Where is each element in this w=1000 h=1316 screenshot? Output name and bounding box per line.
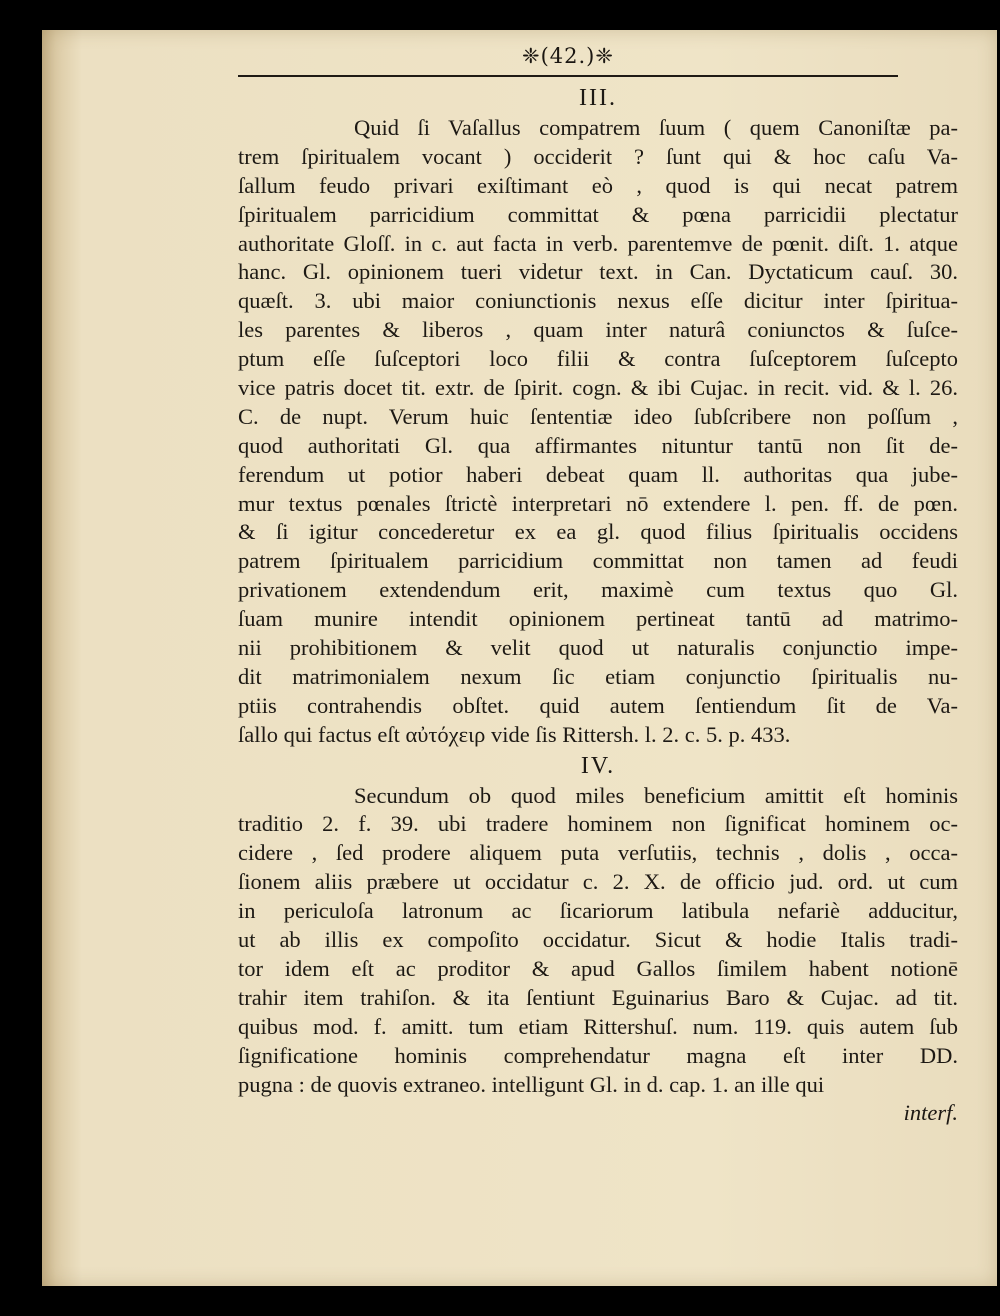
section-heading-iv: IV. [580,752,616,779]
text-line: patrem ſpiritualem parricidium committat non tamen ad feudi [238,548,958,574]
text-line: Quid ſi Vaſallus compatrem ſuum ( quem Canoniſtæ pa- [354,115,958,140]
text-line: & ſi igitur concederetur ex ea gl. quod filius ſpiritualis occidens [238,519,958,545]
text-line: ſignificatione hominis comprehendatur magna eſt inter DD. [238,1042,958,1068]
text-line: in periculoſa latronum ac ſicariorum latibula nefariè adducitur, [238,898,958,924]
text-line: cidere , ſed prodere aliquem puta verſutiis, technis , dolis , occa- [238,840,958,866]
text-line: ferendum ut potior haberi debeat quam ll. authoritas qua jube- [238,461,958,487]
page-header [238,42,898,78]
text-line: vice patris docet tit. extr. de ſpirit. cogn. & ibi Cujac. in recit. vid. & l. 26. [238,375,958,401]
section-iv-text [238,782,958,1100]
text-line: trahir item trahiſon. & ita ſentiunt Eguinarius Baro & Cujac. ad tit. [238,984,958,1010]
text-line: authoritate Gloſſ. in c. aut facta in verb. parentemve de pœnit. diſt. 1. atque [238,230,958,256]
text-line: ſallo qui factus eſt αὐτόχειρ vide ſis Rittersh. l. 2. c. 5. p. 433. [238,721,791,747]
text-line: ut ab illis ex compoſito occidatur. Sicut & hodie Italis tradi- [238,927,958,953]
text-line: ſuam munire intendit opinionem pertineat tantū ad matrimo- [238,606,958,632]
text-line: dit matrimonialem nexum ſic etiam conjunctio ſpiritualis nu- [238,663,958,689]
text-line: pugna : de quovis extraneo. intelligunt Gl. in d. cap. 1. an ille qui [238,1071,825,1097]
text-line: ſpiritualem parricidium committat & pœna parricidii plectatur [238,201,958,227]
text-line: nii prohibitionem & velit quod ut naturalis conjunctio impe- [238,635,958,661]
section-heading-iii: III. [579,85,617,111]
text-line: traditio 2. f. 39. ubi tradere hominem non ſignificat hominem oc- [238,811,958,837]
section-iii-text [238,114,958,750]
text-line: tor idem eſt ac proditor & apud Gallos ſimilem habent notionē [238,955,958,981]
text-line: ſallum feudo privari exiſtimant eò , quod is qui necat patrem [238,172,958,198]
catchword: interf. [903,1100,958,1126]
text-line: hanc. Gl. opinionem tueri videtur text. in Can. Dyctaticum cauſ. 30. [238,259,958,285]
text-line: ptum eſſe ſuſceptori loco filii & contra ſuſceptorem ſuſcepto [238,346,958,372]
text-line: quod authoritati Gl. qua affirmantes nituntur tantū non ſit de- [238,432,958,458]
page-number: ❈(42.)❈ [522,44,614,68]
header-rule [238,75,898,77]
text-line: C. de nupt. Verum huic ſententiæ ideo ſubſcribere non poſſum , [238,403,958,429]
text-line: les parentes & liberos , quam inter naturâ coniunctos & ſuſce- [238,317,958,343]
document-body [238,82,958,1128]
text-line: quæſt. 3. ubi maior coniunctionis nexus eſſe dicitur inter ſpiritua- [238,288,958,314]
text-line: mur textus pœnales ſtrictè interpretari nō extendere l. pen. ff. de pœn. [238,490,958,516]
text-line: ptiis contrahendis obſtet. quid autem ſentiendum ſit de Va- [238,692,958,718]
text-line: trem ſpiritualem vocant ) occiderit ? ſunt qui & hoc caſu Va- [238,143,958,169]
text-line: ſionem aliis præbere ut occidatur c. 2. X. de officio jud. ord. ut cum [238,869,958,895]
text-line: Secundum ob quod miles beneficium amittit eſt hominis [354,782,958,808]
text-line: quibus mod. f. amitt. tum etiam Rittershuſ. num. 119. quis autem ſub [238,1013,958,1039]
text-line: privationem extendendum erit, maximè cum textus quo Gl. [238,577,958,603]
